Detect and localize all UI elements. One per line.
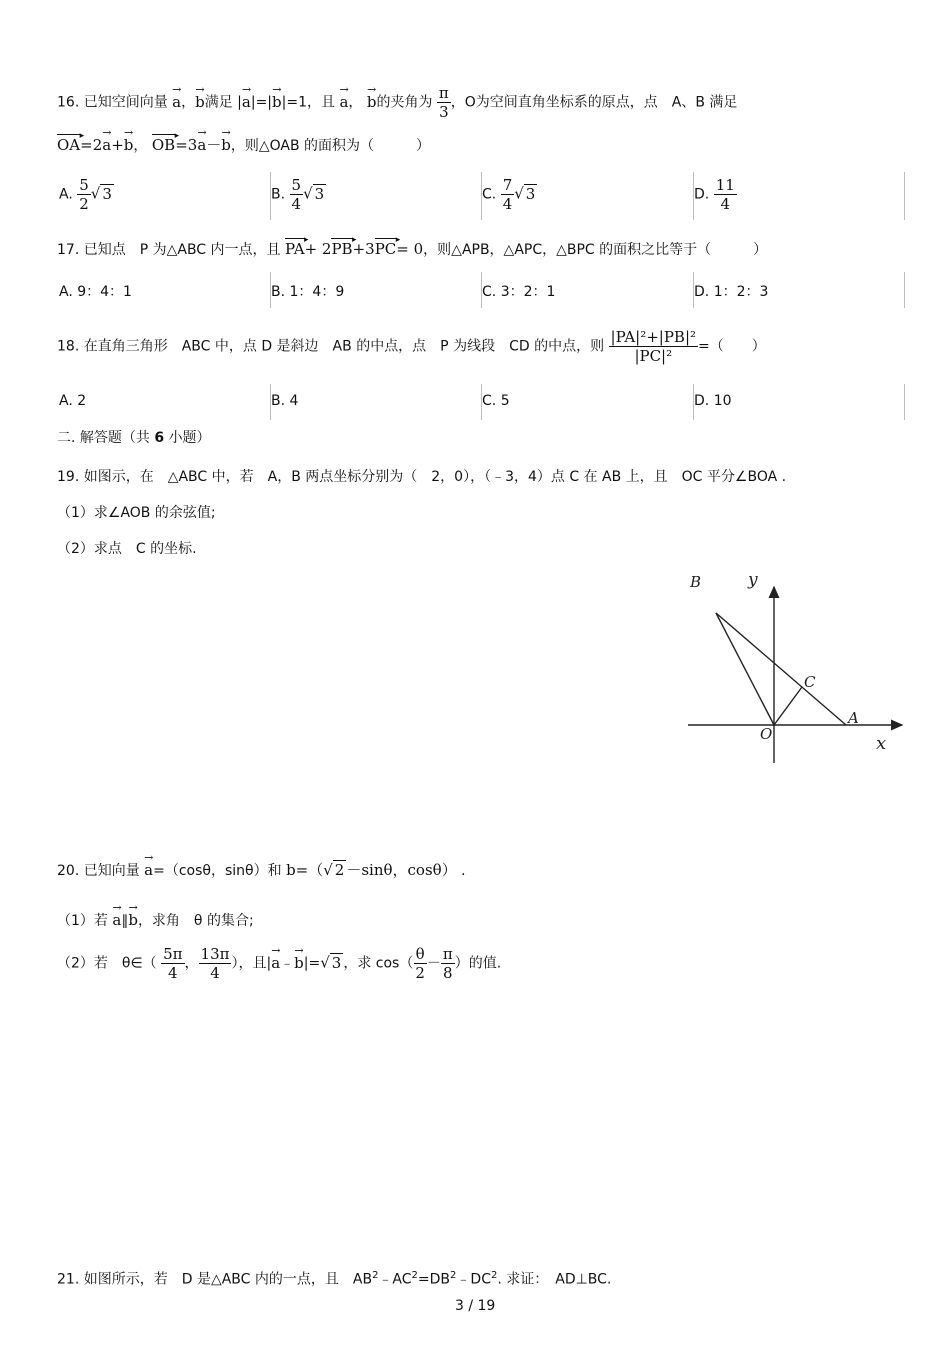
q17-plus1: + 2 (304, 240, 332, 258)
q16-oa-a: → a (102, 135, 111, 155)
frac-den: 4 (168, 964, 178, 982)
q20-b-def-post: －sinθ，cosθ） (346, 861, 457, 879)
q21-pre: 21. 如图所示，若 D 是△ABC 内的一点，且 AB (57, 1271, 373, 1288)
q16-abs-a: → a (242, 92, 251, 112)
q20-p2-sqrt3 (330, 953, 344, 973)
q20-p2-vec-a: → a (271, 953, 280, 973)
section-prefix: 二. 解答题（共 (57, 430, 150, 446)
option-label: C. (482, 284, 497, 300)
q20-p2-sqrt-sign: √ (320, 953, 330, 972)
q16-vec-a: → a (172, 92, 181, 112)
q20-p1-pre: （1）若 (57, 913, 108, 929)
frac-num: 7 (502, 176, 513, 194)
q21-tail: . 求证： AD⊥BC. (497, 1271, 612, 1288)
q16-option-c[interactable] (482, 176, 537, 213)
label-x: x (876, 733, 887, 754)
sqrt-sign: √ (90, 184, 101, 203)
option-sqrt (524, 185, 538, 203)
q20-dot: . (461, 863, 466, 879)
q20-p2-tail: ）的值. (454, 955, 502, 972)
q16-abs-b: → b (272, 92, 282, 112)
q17-vec-pb: PB ▸ (331, 238, 352, 259)
q16-comma2: ， (348, 94, 363, 111)
q17-option-c[interactable] (482, 281, 555, 301)
q16-vec-b2: → b (367, 92, 377, 112)
q16-three: 3 (439, 103, 449, 121)
label-c: C (804, 673, 816, 691)
frac-den: 8 (443, 964, 453, 982)
label-o: O (760, 725, 773, 743)
radicand: 3 (102, 184, 112, 203)
option-label: A. (59, 393, 73, 409)
option-label: D. (694, 393, 710, 409)
q16-plus: + (111, 136, 124, 154)
q18-option-c[interactable] (482, 393, 510, 409)
q18-prefix: 18. 在直角三角形 ABC 中，点 D 是斜边 AB 的中点，点 P 为线段 CD 的中点，则 (57, 338, 605, 355)
q20-p2-minus2: － (426, 955, 441, 972)
q20-b-def-pre: b=（ (286, 861, 324, 879)
q17-options (57, 272, 905, 308)
q18-tail: =（ ） (698, 338, 766, 355)
frac-den: 4 (210, 964, 220, 982)
frac-num: 13π (200, 945, 230, 963)
q17-tail: ，则△APB，△APC，△BPC 的面积之比等于（ ） (423, 242, 768, 258)
frac-den: 4 (291, 195, 302, 213)
q21-sq2: 2 (411, 1270, 418, 1281)
q20-frac-13pi4 (199, 945, 232, 982)
q20-p2-ask: ，求 cos（ (343, 955, 414, 972)
q18-option-a[interactable] (59, 393, 86, 409)
q16-eq: |=| (250, 94, 273, 111)
q20-sqrt-sign: √ (323, 861, 333, 879)
q20-stem (57, 860, 466, 881)
q20-part1 (57, 910, 254, 931)
q18-options (57, 384, 905, 420)
q16-ob-eq: =3 (175, 136, 198, 154)
q16-ob-b: → b (221, 135, 231, 155)
q18-den: |PC|² (634, 347, 673, 365)
q20-p2-pre: （2）若 θ∈（ (57, 955, 157, 972)
option-label: A. (59, 284, 73, 300)
option-text: 1：4：9 (289, 284, 345, 300)
q20-sqrt2-rad: 2 (334, 861, 345, 879)
segment-ba (716, 613, 846, 725)
q18-fraction (609, 328, 698, 365)
option-sqrt (100, 185, 114, 203)
frac-den: 4 (720, 195, 730, 213)
frac-num: π (442, 945, 453, 963)
option-fraction (714, 176, 737, 213)
q20-p2-comma: ， (184, 955, 199, 972)
option-fraction (501, 176, 515, 213)
q20-p1-vec-b: → b (128, 910, 138, 930)
q17-eq-zero: = 0 (396, 240, 424, 258)
q21-sq1: 2 (372, 1270, 379, 1281)
q20-p2-vec-b: → b (294, 953, 304, 973)
q16-pi: π (438, 84, 449, 102)
q16-options (57, 172, 905, 220)
q17-option-d[interactable] (694, 281, 768, 301)
q20-frac-5pi4 (161, 945, 184, 982)
q20-prefix: 20. 已知向量 (57, 863, 140, 879)
label-y: y (748, 570, 758, 590)
q17-prefix: 17. 已知点 P 为△ABC 内一点，且 (57, 242, 281, 258)
frac-num: 5 (79, 176, 89, 194)
label-b: B (690, 573, 702, 591)
q21-mid2: =DB (417, 1271, 451, 1288)
q21-mid1: ﹣AC (378, 1271, 412, 1288)
q16-ob-a: → a (197, 135, 206, 155)
q16-eq-end: |=1，且 (281, 94, 335, 111)
q20-p2-rad: 3 (331, 953, 342, 972)
q16-option-a[interactable] (59, 176, 114, 213)
option-text: 4 (289, 393, 299, 409)
q19-part1: （1）求∠AOB 的余弦值; (57, 505, 216, 521)
q18-option-b[interactable] (271, 393, 298, 409)
frac-num: 5 (291, 176, 302, 194)
page-number: 3 / 19 (455, 1298, 496, 1314)
option-label: B. (271, 393, 286, 409)
q17-vec-pc: PC ▸ (375, 238, 397, 259)
segment-bo (716, 613, 774, 725)
q16-option-b[interactable] (271, 176, 326, 213)
q16-vec-a2: → a (339, 92, 348, 112)
option-label: B. (271, 186, 286, 203)
q19-stem: 19. 如图示，在 △ABC 中，若 A，B 两点坐标分别为（ 2，0），（﹣3，4）点 C 在 AB 上，且 OC 平分∠BOA . (57, 469, 787, 485)
q21-mid3: ﹣DC (456, 1271, 491, 1288)
q21-stem (57, 1266, 611, 1290)
q20-p2-mid: ），且| (231, 955, 272, 972)
q20-part2 (57, 945, 501, 982)
radicand: 3 (525, 184, 536, 203)
q18-option-d[interactable] (694, 393, 732, 409)
sqrt-sign: √ (514, 184, 524, 203)
q16-line2 (57, 134, 430, 156)
q18-num: |PA|²+|PB|² (610, 328, 697, 346)
option-fraction (77, 176, 91, 213)
option-text: 10 (713, 393, 732, 409)
q16-oa-b: → b (124, 135, 134, 155)
q20-vec-a: → a (144, 860, 153, 880)
q19-part2: （2）求点 C 的坐标. (57, 541, 197, 557)
option-text: 9：4：1 (77, 284, 132, 300)
q19-figure (680, 565, 910, 770)
q20-frac-theta2 (413, 945, 427, 982)
q17-plus2: +3 (352, 240, 375, 258)
q16-vec-b: → b (195, 92, 205, 112)
q16-vec-ob: OB ▸ (152, 134, 175, 155)
q16-prefix: 16. 已知空间向量 (57, 94, 168, 111)
q16-line2-tail: ，则△OAB 的面积为（ ） (230, 138, 431, 154)
q21-sq4: 2 (490, 1270, 498, 1281)
frac-den: 2 (415, 964, 425, 982)
option-label: C. (482, 393, 497, 409)
option-label: D. (694, 284, 710, 300)
radicand: 3 (314, 184, 325, 203)
q20-sqrt2 (333, 860, 347, 880)
q20-a-def: =（cosθ，sinθ）和 (153, 863, 282, 879)
q20-p2-eq: |= (303, 955, 321, 972)
q20-p1-parallel: ∥ (121, 913, 129, 929)
option-label: B. (271, 284, 286, 300)
q16-comma: ， (181, 94, 196, 111)
frac-num: θ (415, 945, 425, 963)
sqrt-sign: √ (303, 184, 313, 203)
frac-num: 11 (715, 176, 735, 194)
option-sqrt (313, 185, 327, 203)
option-label: D. (694, 186, 710, 203)
q17-stem (57, 238, 767, 260)
segment-oc (774, 687, 802, 725)
option-text: 1：2：3 (713, 284, 769, 300)
section-suffix: 小题） (168, 430, 211, 446)
option-text: 2 (77, 393, 87, 409)
q20-p2-minus: ﹣ (280, 955, 295, 972)
q16-vec-oa: OA ▸ (57, 134, 80, 155)
q16-angle-fraction (437, 84, 451, 121)
q17-vec-pa: PA ▸ (285, 238, 305, 259)
q16-option-d[interactable] (694, 176, 737, 213)
q16-cond: 满足 | (204, 94, 242, 111)
q16-angle-text: 的夹角为 (376, 94, 433, 111)
q16-oa-eq: =2 (80, 136, 103, 154)
q18-stem (57, 328, 766, 365)
option-text: 3：2：1 (500, 284, 556, 300)
label-a: A (848, 709, 859, 727)
frac-den: 2 (79, 195, 89, 213)
frac-num: 5π (163, 945, 183, 963)
option-label: C. (482, 186, 497, 203)
section-heading (57, 428, 211, 448)
q21-sq3: 2 (450, 1270, 457, 1281)
q17-option-a[interactable] (59, 281, 132, 301)
q16-minus: － (206, 136, 222, 154)
q16-tail: ，O为空间直角坐标系的原点，点 A、B 满足 (450, 94, 738, 111)
frac-den: 4 (502, 195, 513, 213)
q20-p1-vec-a: → a (112, 910, 121, 930)
q20-p1-tail: ，求角 θ 的集合; (137, 913, 254, 929)
q16-line1 (57, 84, 737, 121)
option-label: A. (59, 186, 73, 203)
option-fraction (290, 176, 304, 213)
section-count: 6 (154, 430, 165, 446)
q17-option-b[interactable] (271, 281, 344, 301)
option-text: 5 (500, 393, 510, 409)
q16-sep: ， (133, 138, 148, 154)
q20-frac-pi8 (441, 945, 455, 982)
